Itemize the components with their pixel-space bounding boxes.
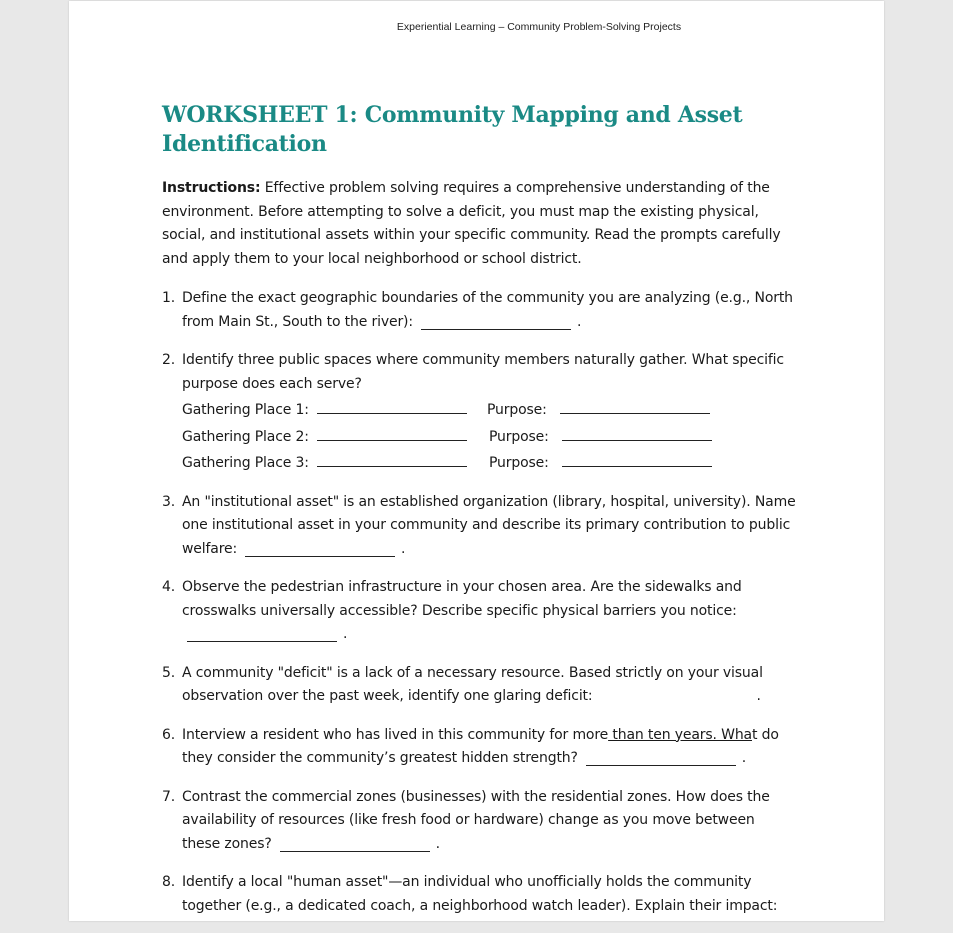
period: . xyxy=(576,313,582,330)
answer-blank[interactable] xyxy=(187,624,337,642)
answer-blank[interactable] xyxy=(245,539,395,557)
question-5 xyxy=(162,662,797,709)
question-number: 2. xyxy=(162,352,176,368)
question-number: 5. xyxy=(162,664,176,681)
running-header: Experiential Learning – Community Problem-Solving Projects xyxy=(396,21,682,33)
document-page xyxy=(69,1,884,921)
instructions xyxy=(162,177,797,271)
question-number: 3. xyxy=(162,493,176,510)
question-text: An "institutional asset" is an established organization (library, hospital, university). Name one institutional asset in your community and describe its primary contribution to public welfare: xyxy=(182,493,796,557)
question-text: Contrast the commercial zones (businesses) with the residential zones. How does the availability of resources (like fresh food or hardware) change as you move between these zones? xyxy=(182,788,770,852)
question-text: Observe the pedestrian infrastructure in your chosen area. Are the sidewalks and crosswalks universally accessible? Describe specific physical barriers you notice: xyxy=(182,579,742,619)
underlined-text: than ten years. Wha xyxy=(608,726,752,743)
question-text: Identify three public spaces where community members naturally gather. What specific purpose does each serve? xyxy=(182,352,784,392)
period: . xyxy=(435,835,440,852)
answer-blank[interactable] xyxy=(600,686,750,704)
purpose-blank[interactable] xyxy=(562,423,712,441)
question-number: 8. xyxy=(162,874,176,890)
question-7 xyxy=(162,786,797,857)
question-number: 1. xyxy=(162,290,176,306)
question-2 xyxy=(162,349,797,476)
gathering-place-blank[interactable] xyxy=(317,423,467,441)
instructions-text: Effective problem solving requires a comprehensive understanding of the environment. Before attempting to solve a deficit, you must map the existing physical, social, and institutional assets within your specific community. Read the prompts carefully and apply them to your local neighborhood or school district. xyxy=(162,180,781,267)
gathering-place-label: Gathering Place 2: xyxy=(182,428,309,445)
period: . xyxy=(343,626,348,642)
gathering-row-1 xyxy=(182,396,797,423)
gathering-row-2 xyxy=(182,423,797,450)
question-4 xyxy=(162,576,797,647)
question-text: A community "deficit" is a lack of a necessary resource. Based strictly on your visual observation over the past week, identify one glaring deficit: xyxy=(182,664,763,704)
question-number: 6. xyxy=(162,726,176,743)
period: . xyxy=(741,750,747,766)
purpose-label: Purpose: xyxy=(489,428,549,445)
gathering-place-label: Gathering Place 3: xyxy=(182,455,309,471)
purpose-blank[interactable] xyxy=(562,449,712,467)
question-text-end: t do they consider the community’s greatest hidden strength? xyxy=(182,726,779,766)
question-text: Define the exact geographic boundaries of the community you are analyzing (e.g., North from Main St., South to the river): xyxy=(182,290,793,330)
gathering-row-3 xyxy=(182,449,797,476)
answer-blank[interactable] xyxy=(421,312,571,330)
question-number: 4. xyxy=(162,579,176,595)
question-6 xyxy=(162,724,797,771)
question-number: 7. xyxy=(162,788,176,805)
worksheet-content xyxy=(162,101,797,933)
question-text: Interview a resident who has lived in this community for more xyxy=(182,726,609,743)
question-text: Identify a local "human asset"—an individual who unofficially holds the community together (e.g., a dedicated coach, a neighborhood watch leader). Explain their impact: xyxy=(182,874,778,914)
period: . xyxy=(756,688,761,704)
question-1 xyxy=(162,287,797,334)
purpose-label: Purpose: xyxy=(487,402,547,418)
gathering-place-blank[interactable] xyxy=(317,449,467,467)
worksheet-title: WORKSHEET 1: Community Mapping and Asset Identification xyxy=(162,102,743,157)
purpose-label: Purpose: xyxy=(489,455,549,471)
answer-blank[interactable] xyxy=(586,748,736,766)
period: . xyxy=(401,540,406,557)
question-list xyxy=(162,287,797,918)
answer-blank[interactable] xyxy=(280,834,430,852)
gathering-place-label: Gathering Place 1: xyxy=(182,402,309,418)
gathering-place-blank[interactable] xyxy=(317,396,467,414)
question-3 xyxy=(162,491,797,562)
purpose-blank[interactable] xyxy=(560,396,710,414)
instructions-label: Instructions: xyxy=(162,180,261,196)
